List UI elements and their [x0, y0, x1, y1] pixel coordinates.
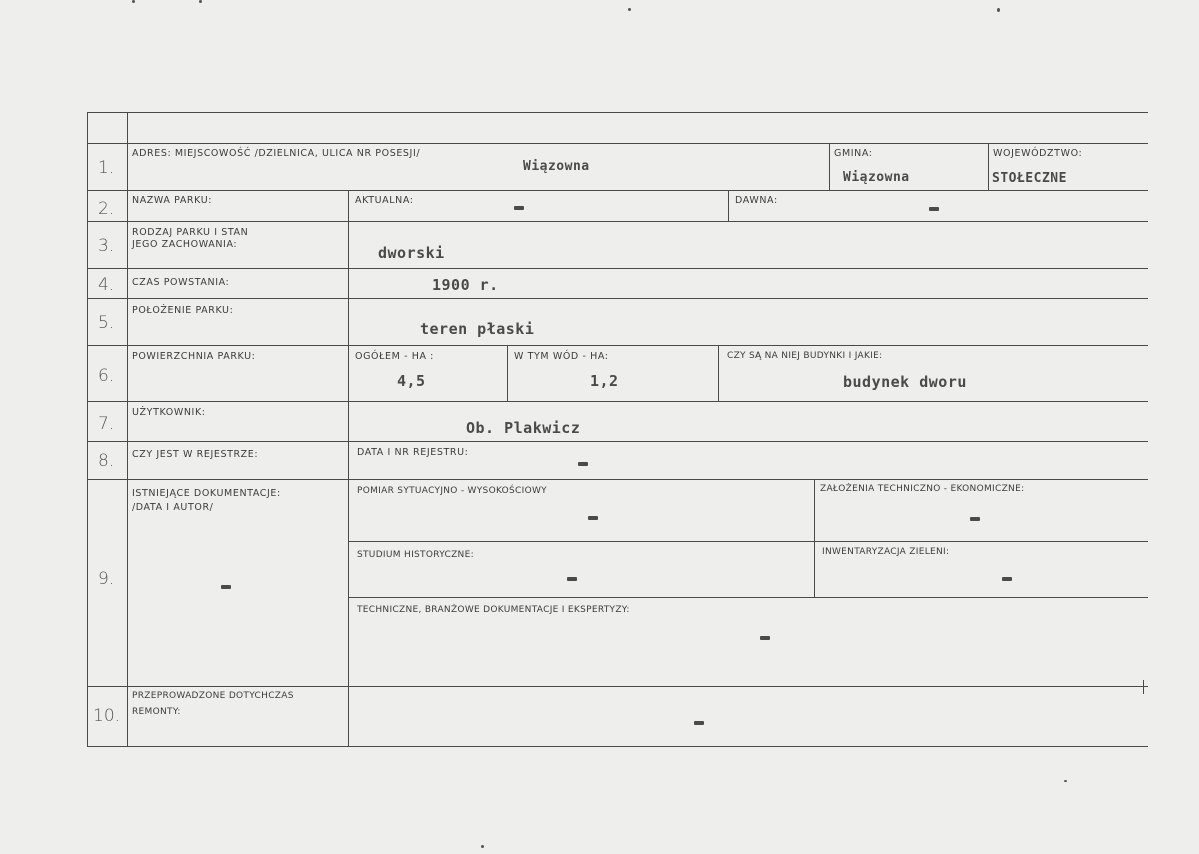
row-number: 4.	[98, 275, 115, 295]
creation-time-label: CZAS POWSTANIA:	[132, 277, 230, 288]
repairs-label-2: REMONTY:	[132, 707, 181, 717]
rule	[728, 190, 729, 222]
empty-mark	[578, 462, 588, 466]
buildings-value: budynek dworu	[843, 373, 967, 391]
rule	[718, 345, 719, 402]
speck	[132, 0, 135, 3]
documentation-label-2: /DATA I AUTOR/	[132, 502, 214, 513]
row-number: 9.	[98, 569, 115, 589]
register-nr-label: DATA I NR REJESTRU:	[357, 447, 469, 458]
park-type-value: dworski	[378, 244, 445, 262]
rule	[87, 112, 88, 747]
row-number: 2.	[98, 199, 115, 219]
rule	[348, 541, 1148, 542]
speck	[199, 0, 202, 3]
rule	[127, 112, 128, 747]
repairs-label-1: PRZEPROWADZONE DOTYCHCZAS	[132, 691, 294, 701]
history-study-label: STUDIUM HISTORYCZNE:	[357, 550, 474, 560]
survey-label: POMIAR SYTUACYJNO - WYSOKOŚCIOWY	[357, 486, 547, 496]
documentation-label-1: ISTNIEJĄCE DOKUMENTACJE:	[132, 488, 281, 499]
empty-mark	[588, 516, 598, 520]
rule	[87, 112, 1148, 113]
greenery-label: INWENTARYZACJA ZIELENI:	[822, 547, 950, 557]
rule	[87, 345, 1148, 346]
speck	[628, 8, 631, 11]
park-type-label-1: RODZAJ PARKU I STAN	[132, 227, 249, 238]
row-number: 8.	[98, 451, 115, 471]
empty-mark	[929, 207, 939, 211]
rule	[87, 298, 1148, 299]
row-number: 7.	[98, 414, 115, 434]
park-name-label: NAZWA PARKU:	[132, 195, 213, 206]
rule	[87, 746, 1148, 747]
row-number: 1.	[98, 158, 115, 178]
location-value: teren płaski	[420, 320, 535, 338]
tech-econ-label: ZAŁOŻENIA TECHNICZNO - EKONOMICZNE:	[820, 484, 1025, 494]
former-name-label: DAWNA:	[735, 195, 778, 206]
address-label: ADRES: MIEJSCOWOŚĆ /DZIELNICA, ULICA NR POSESJI/	[132, 148, 421, 159]
current-name-label: AKTUALNA:	[355, 195, 414, 206]
water-area-label: W TYM WÓD - HA:	[514, 351, 609, 362]
creation-time-value: 1900 r.	[432, 276, 499, 294]
total-area-label: OGÓŁEM - HA :	[355, 351, 434, 362]
speck	[997, 8, 1000, 12]
total-area-value: 4,5	[397, 372, 426, 390]
row-number: 6.	[98, 366, 115, 386]
rule	[348, 190, 349, 747]
rule	[87, 401, 1148, 402]
rule	[814, 479, 815, 598]
park-type-label-2: JEGO ZACHOWANIA:	[132, 239, 238, 250]
speck	[1064, 780, 1067, 782]
area-label: POWIERZCHNIA PARKU:	[132, 351, 256, 362]
rule	[348, 597, 1148, 598]
rule	[829, 143, 830, 191]
gmina-value: Wiązowna	[843, 170, 910, 185]
water-area-value: 1,2	[590, 372, 619, 390]
rule	[507, 345, 508, 402]
voivodeship-value: STOŁECZNE	[992, 171, 1067, 186]
empty-mark	[760, 636, 770, 640]
empty-mark	[221, 585, 231, 589]
user-label: UŻYTKOWNIK:	[132, 407, 206, 418]
rule	[988, 143, 989, 191]
buildings-label: CZY SĄ NA NIEJ BUDYNKI I JAKIE:	[727, 351, 883, 361]
voivodeship-label: WOJEWÓDZTWO:	[993, 148, 1083, 159]
address-value: Wiązowna	[523, 159, 590, 174]
gmina-label: GMINA:	[834, 148, 873, 159]
row-number: 5.	[98, 313, 115, 333]
rule	[1143, 680, 1144, 694]
rule	[87, 268, 1148, 269]
rule	[87, 479, 1148, 480]
empty-mark	[567, 577, 577, 581]
in-register-label: CZY JEST W REJESTRZE:	[132, 449, 259, 460]
rule	[87, 686, 1148, 687]
location-label: POŁOŻENIE PARKU:	[132, 305, 234, 316]
rule	[87, 221, 1148, 222]
empty-mark	[694, 721, 704, 725]
empty-mark	[514, 206, 524, 210]
row-number: 10.	[93, 706, 121, 726]
empty-mark	[1002, 577, 1012, 581]
user-value: Ob. Plakwicz	[466, 419, 581, 437]
expertise-label: TECHNICZNE, BRANŻOWE DOKUMENTACJE I EKSPERTYZY:	[357, 605, 630, 615]
row-number: 3.	[98, 236, 115, 256]
empty-mark	[970, 517, 980, 521]
speck	[481, 845, 484, 848]
rule	[87, 441, 1148, 442]
